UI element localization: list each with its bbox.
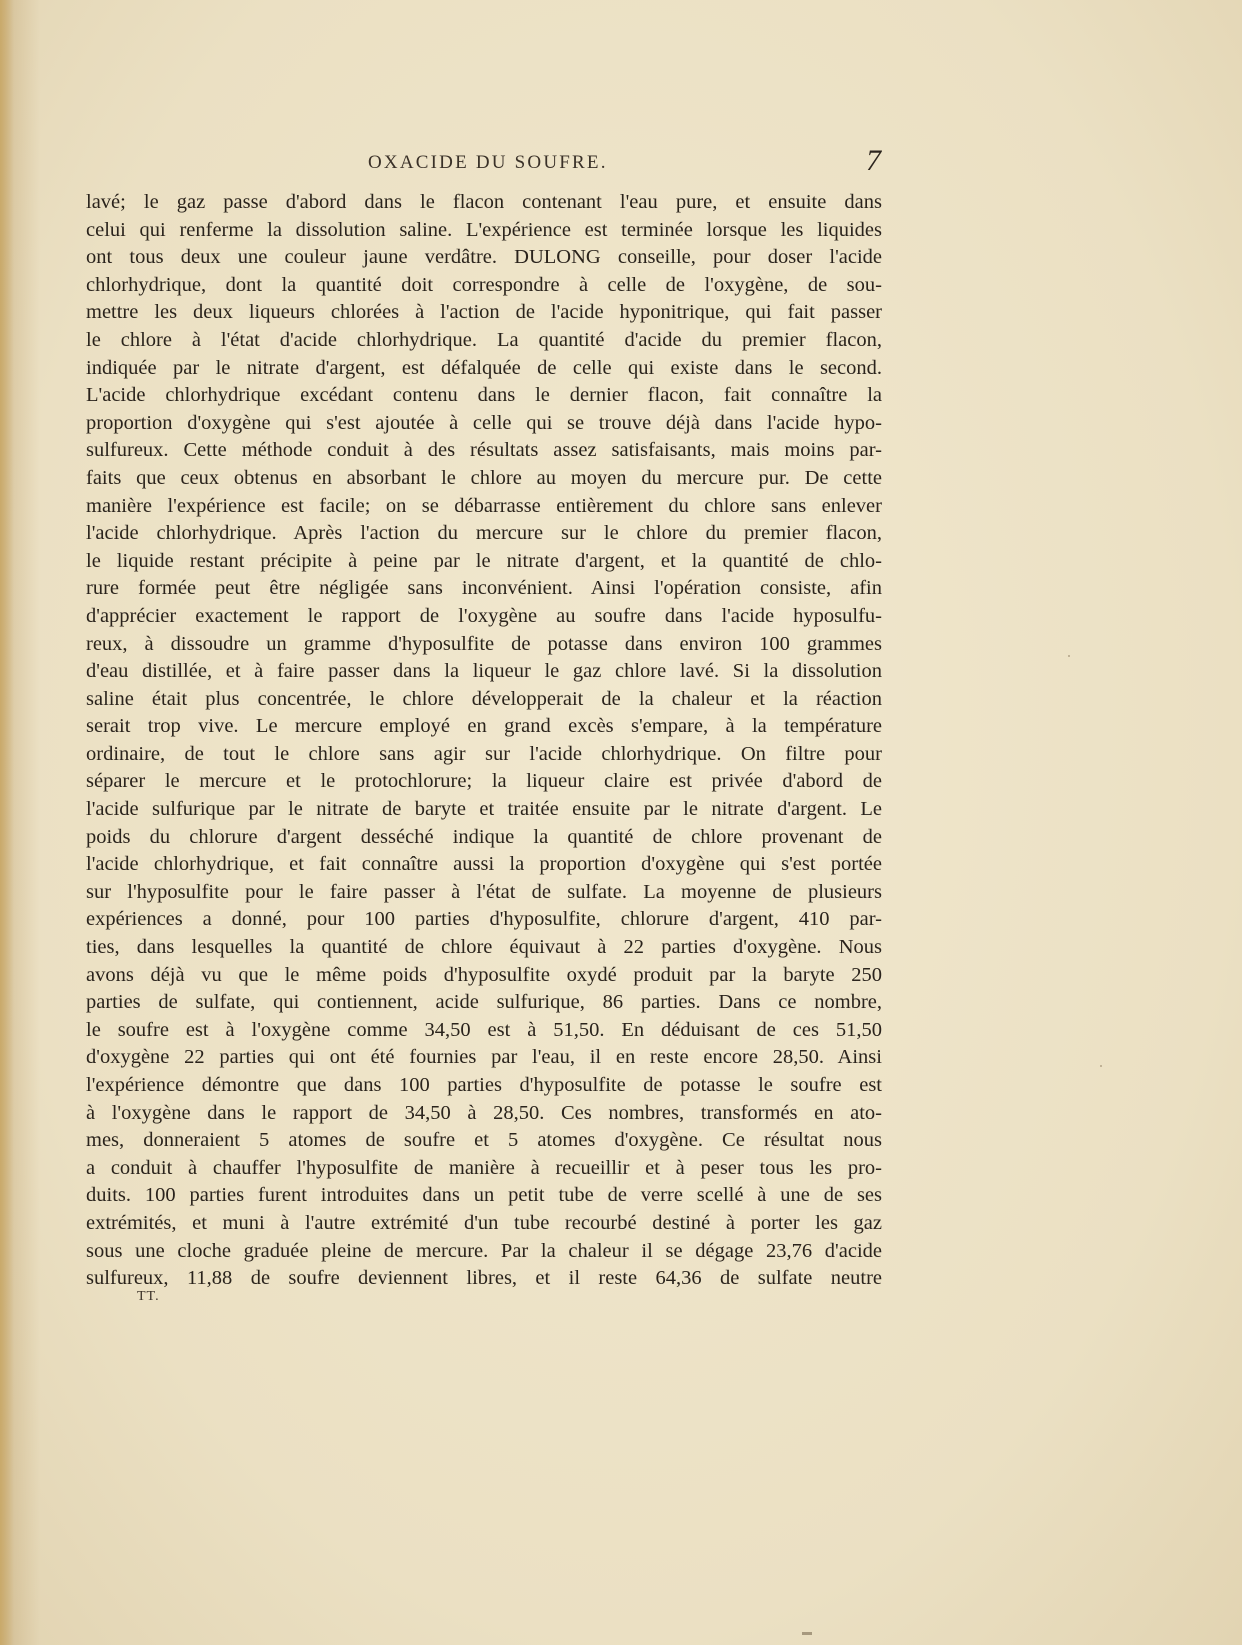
text-line: a conduit à chauffer l'hyposulfite de manière à recueillir et à peser tous les pro- [86, 1156, 882, 1179]
text-line: parties de sulfate, qui contiennent, acide sulfurique, 86 parties. Dans ce nombre, [86, 991, 882, 1014]
text-line: le chlore à l'état d'acide chlorhydrique. La quantité d'acide du premier flacon, [86, 328, 882, 351]
text-line: ordinaire, de tout le chlore sans agir sur l'acide chlorhydrique. On filtre pour [86, 742, 882, 765]
text-line: saline était plus concentrée, le chlore développerait de la chaleur et la réaction [86, 687, 882, 710]
text-line: l'acide chlorhydrique. Après l'action du mercure sur le chlore du premier flacon, [86, 522, 882, 545]
text-line: serait trop vive. Le mercure employé en grand excès s'empare, à la température [86, 715, 882, 738]
text-line: sulfureux, 11,88 de soufre deviennent libres, et il reste 64,36 de sulfate neutre [86, 1267, 882, 1290]
text-line: ties, dans lesquelles la quantité de chlore équivaut à 22 parties d'oxygène. Nous [86, 936, 882, 959]
text-line: sous une cloche graduée pleine de mercure. Par la chaleur il se dégage 23,76 d'acide [86, 1239, 882, 1262]
text-line: manière l'expérience est facile; on se débarrasse entièrement du chlore sans enlever [86, 494, 882, 517]
text-line: d'eau distillée, et à faire passer dans la liqueur le gaz chlore lavé. Si la dissolution [86, 660, 882, 683]
text-line: le liquide restant précipite à peine par le nitrate d'argent, et la quantité de chlo- [86, 549, 882, 572]
speck-mark [1068, 655, 1070, 657]
text-line: poids du chlorure d'argent desséché indique la quantité de chlore provenant de [86, 825, 882, 848]
text-line: l'acide chlorhydrique, et fait connaître aussi la proportion d'oxygène qui s'est portée [86, 853, 882, 876]
running-head: OXACIDE DU SOUFRE. [368, 152, 608, 173]
page-edge-shadow [0, 0, 14, 1645]
text-line: sur l'hyposulfite pour le faire passer à l'état de sulfate. La moyenne de plusieurs [86, 880, 882, 903]
text-line: d'oxygène 22 parties qui ont été fournies par l'eau, il en reste encore 28,50. Ainsi [86, 1046, 882, 1069]
text-line: celui qui renferme la dissolution saline. L'expérience est terminée lorsque les liquides [86, 218, 882, 241]
text-line: proportion d'oxygène qui s'est ajoutée à celle qui se trouve déjà dans l'acide hypo- [86, 411, 882, 434]
text-line: faits que ceux obtenus en absorbant le chlore au moyen du mercure pur. De cette [86, 466, 882, 489]
text-line: reux, à dissoudre un gramme d'hyposulfite de potasse dans environ 100 grammes [86, 632, 882, 655]
text-line: le soufre est à l'oxygène comme 34,50 est à 51,50. En déduisant de ces 51,50 [86, 1018, 882, 1041]
text-line: chlorhydrique, dont la quantité doit correspondre à celle de l'oxygène, de sou- [86, 273, 882, 296]
text-line: mettre les deux liqueurs chlorées à l'action de l'acide hyponitrique, qui fait passer [86, 301, 882, 324]
text-line: extrémités, et muni à l'autre extrémité d'un tube recourbé destiné à porter les gaz [86, 1211, 882, 1234]
text-line: l'expérience démontre que dans 100 parties d'hyposulfite de potasse le soufre est [86, 1074, 882, 1096]
text-line: rure formée peut être négligée sans inconvénient. Ainsi l'opération consiste, afin [86, 577, 882, 600]
text-line: avons déjà vu que le même poids d'hyposulfite oxydé produit par la baryte 250 [86, 963, 882, 986]
text-line: lavé; le gaz passe d'abord dans le flacon contenant l'eau pure, et ensuite dans [86, 191, 882, 213]
bottom-tick-mark [802, 1632, 812, 1635]
text-line: ont tous deux une couleur jaune verdâtre. DULONG conseille, pour doser l'acide [86, 246, 882, 269]
text-line: d'apprécier exactement le rapport de l'oxygène au soufre dans l'acide hyposulfu- [86, 604, 882, 627]
text-line: L'acide chlorhydrique excédant contenu dans le dernier flacon, fait connaître la [86, 384, 882, 407]
page-number: 7 [866, 144, 881, 177]
signature-mark: TT. [137, 1289, 160, 1304]
text-line: indiquée par le nitrate d'argent, est défalquée de celle qui existe dans le second. [86, 356, 882, 379]
body-text [86, 189, 882, 1293]
text-line: duits. 100 parties furent introduites dans un petit tube de verre scellé à une de ses [86, 1184, 882, 1207]
text-line: expériences a donné, pour 100 parties d'hyposulfite, chlorure d'argent, 410 par- [86, 908, 882, 931]
text-line: à l'oxygène dans le rapport de 34,50 à 28,50. Ces nombres, transformés en ato- [86, 1101, 882, 1124]
text-line: sulfureux. Cette méthode conduit à des résultats assez satisfaisants, mais moins par- [86, 439, 882, 462]
text-line: mes, donneraient 5 atomes de soufre et 5 atomes d'oxygène. Ce résultat nous [86, 1129, 882, 1152]
text-line: séparer le mercure et le protochlorure; la liqueur claire est privée d'abord de [86, 770, 882, 793]
text-line: l'acide sulfurique par le nitrate de baryte et traitée ensuite par le nitrate d'argent. Le [86, 798, 882, 821]
speck-mark [1100, 1065, 1102, 1067]
